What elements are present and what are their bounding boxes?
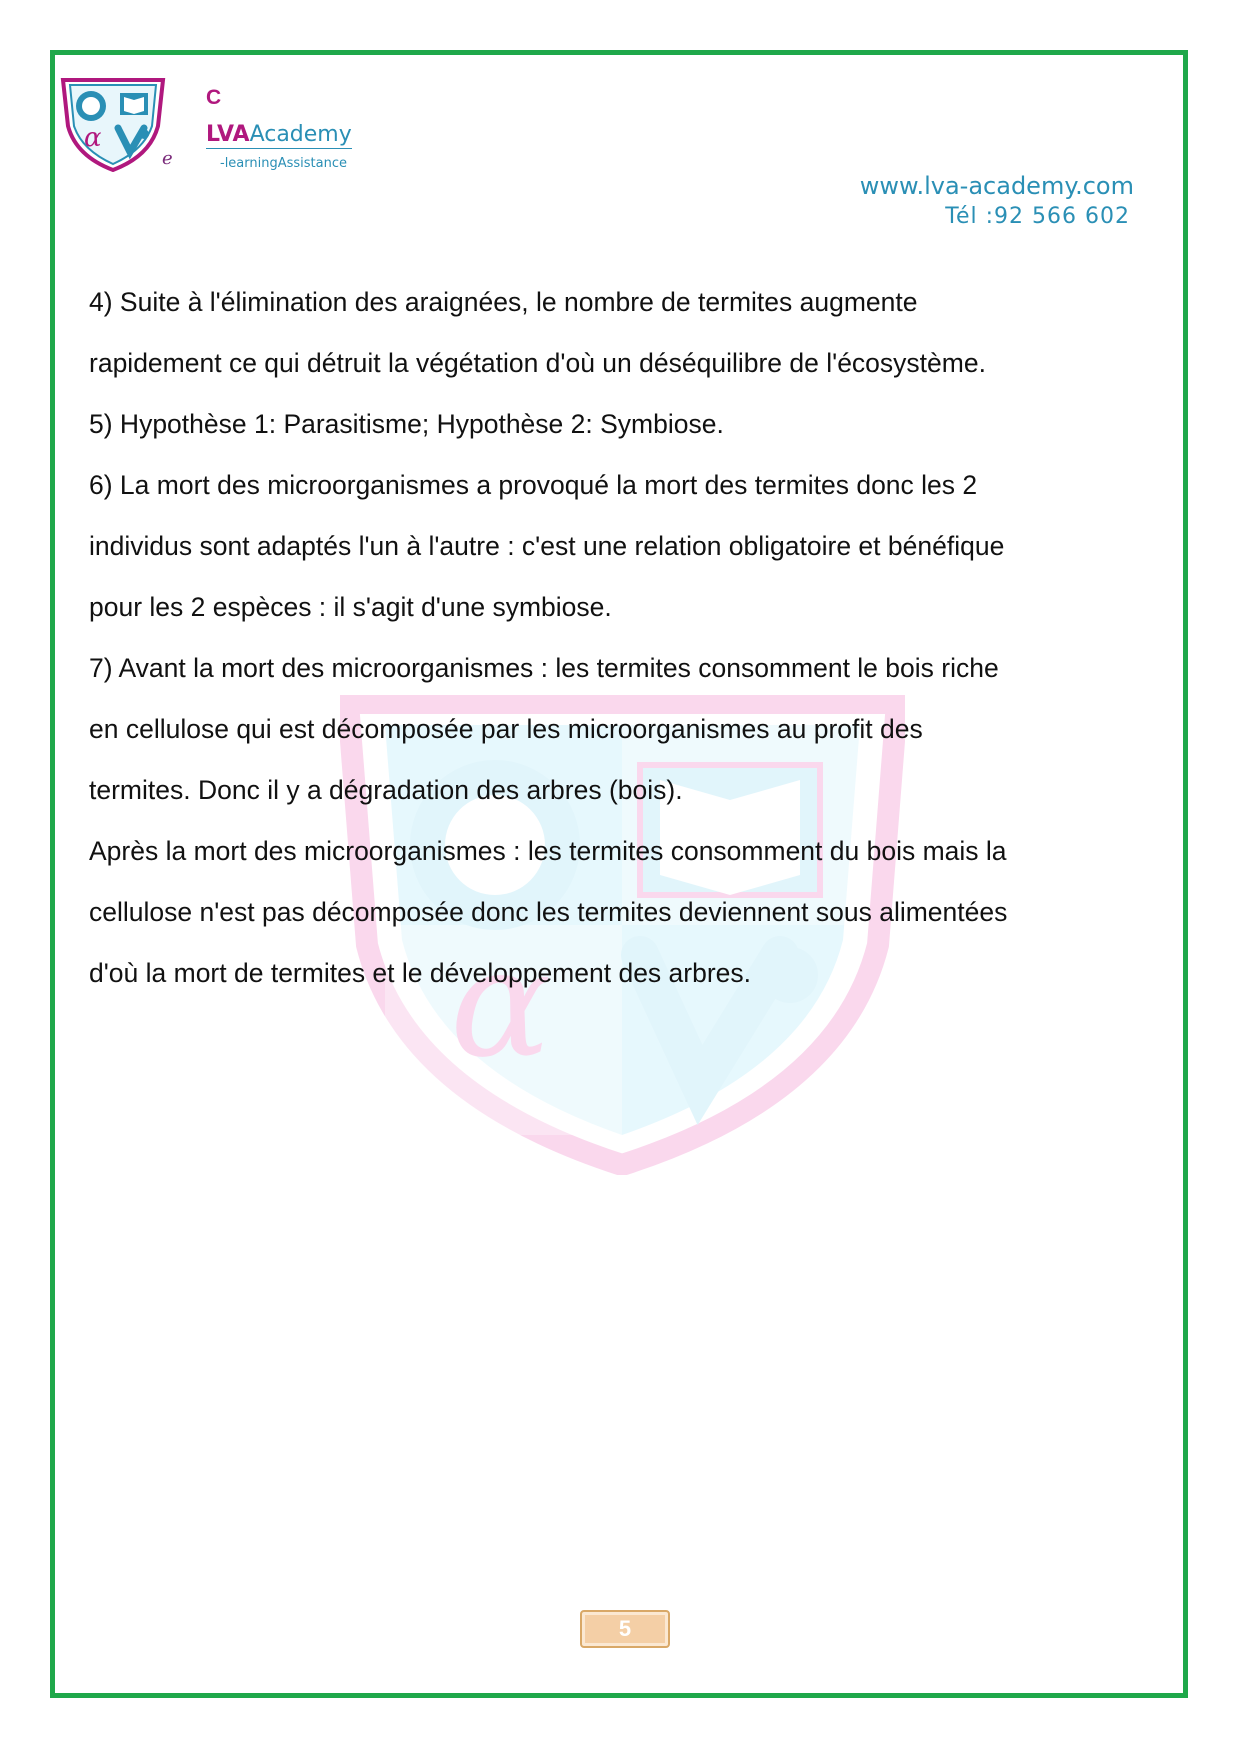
phone-number: Tél :92 566 602 bbox=[945, 204, 1130, 229]
text-line: 4) Suite à l'élimination des araignées, le nombre de termites augmente bbox=[89, 287, 918, 317]
text-line: individus sont adaptés l'un à l'autre : c'est une relation obligatoire et bénéfique bbox=[89, 531, 1005, 561]
text-line: Après la mort des microorganismes : les termites consomment du bois mais la bbox=[89, 836, 1007, 866]
svg-text:α: α bbox=[450, 917, 552, 1091]
brand-academy: Academy bbox=[249, 122, 352, 147]
text-line: d'où la mort de termites et le développement des arbres. bbox=[89, 958, 752, 988]
text-line: 6) La mort des microorganismes a provoqué la mort des termites donc les 2 bbox=[89, 470, 978, 500]
brand-letter: C bbox=[206, 86, 222, 109]
svg-text:α: α bbox=[84, 123, 102, 153]
logo-e-letter: e bbox=[162, 148, 173, 169]
text-line: termites. Donc il y a dégradation des arbres (bois). bbox=[89, 775, 683, 805]
text-line: pour les 2 espèces : il s'agit d'une symbiose. bbox=[89, 592, 612, 622]
website-link[interactable]: www.lva-academy.com bbox=[859, 172, 1134, 200]
lva-shield-logo bbox=[58, 76, 168, 172]
text-line: 7) Avant la mort des microorganismes : les termites consomment le bois riche bbox=[89, 653, 999, 683]
text-line: cellulose n'est pas décomposée donc les termites deviennent sous alimentées bbox=[89, 897, 1008, 927]
brand-name bbox=[206, 122, 352, 149]
text-line: en cellulose qui est décomposée par les microorganismes au profit des bbox=[89, 714, 923, 744]
brand-lva: LVA bbox=[206, 122, 250, 147]
page-number-badge: 5 bbox=[580, 1610, 670, 1648]
text-line: 5) Hypothèse 1: Parasitisme; Hypothèse 2: Symbiose. bbox=[89, 409, 724, 439]
text-line: rapidement ce qui détruit la végétation d'où un déséquilibre de l'écosystème. bbox=[89, 348, 986, 378]
document-body bbox=[89, 272, 1169, 1004]
brand-tagline: -learningAssistance bbox=[220, 156, 347, 171]
